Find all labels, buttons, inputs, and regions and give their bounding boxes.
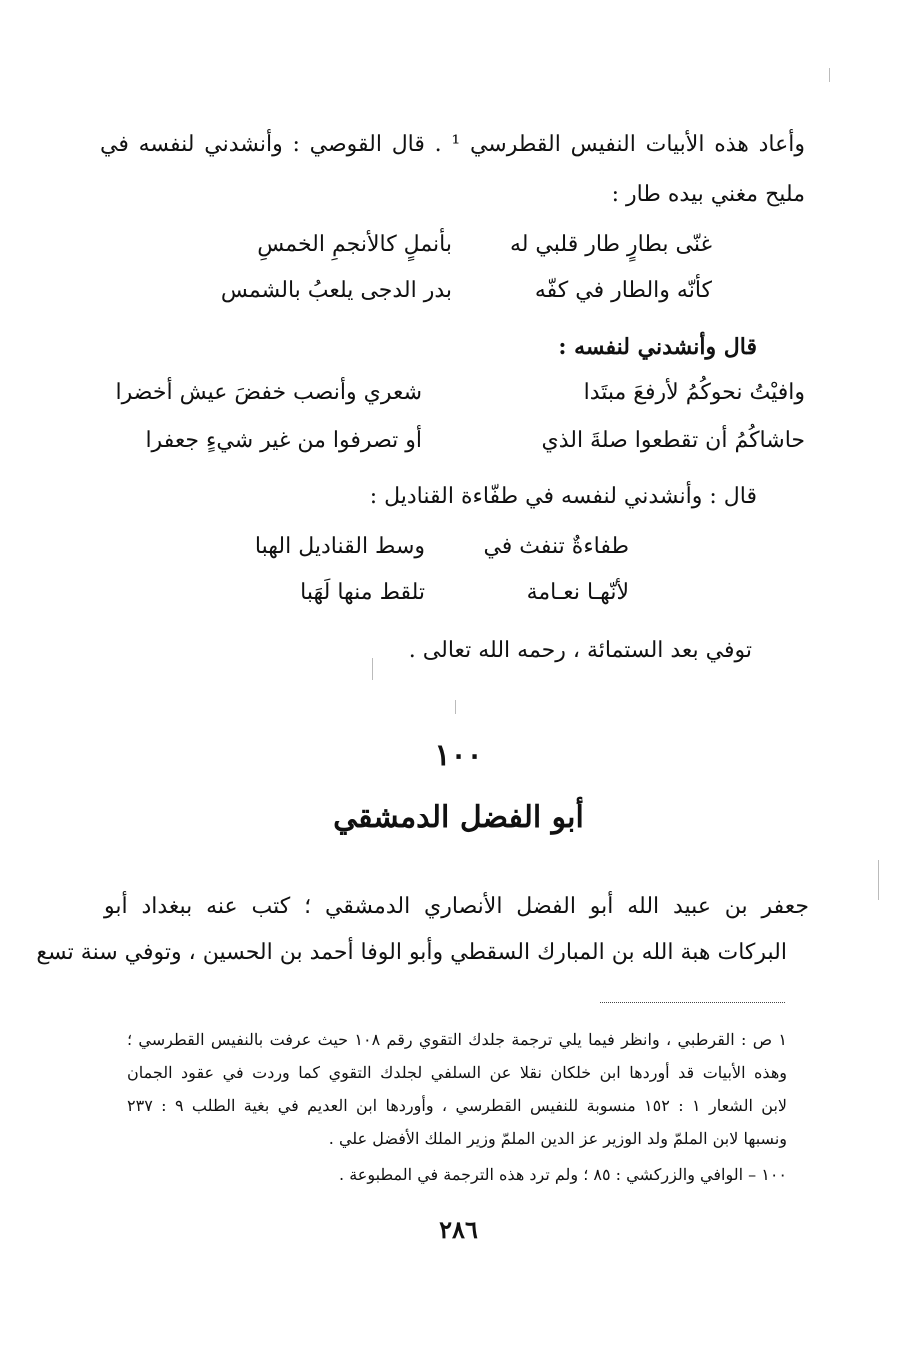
footnote-separator — [600, 1002, 785, 1003]
intro-2: قال وأنشدني لنفسه : — [558, 334, 757, 360]
entry-line-2: البركات هبة الله بن المبارك السقطي وأبو الوفا أحمد بن الحسين ، وتوفي سنة تسع — [36, 940, 787, 965]
poem3-verse-1 — [0, 534, 917, 574]
hemistich-right: غنّى بطارٍ طار قلبي له — [509, 232, 712, 257]
hemistich-left: تلقط منها لَهَبا — [300, 580, 425, 605]
hemistich-left: شعري وأنصب خفضَ عيش أخضرا — [115, 380, 422, 405]
page-number: ٢٨٦ — [439, 1215, 478, 1244]
footnote-line: ونسبها لابن الملمّ ولد الوزير عز الدين الملمّ وزير الملك الأفضل علي . — [328, 1129, 787, 1148]
poem3-verse-2 — [0, 580, 917, 620]
intro-line-2: مليح مغني بيده طار : — [611, 182, 805, 207]
intro-line-1: وأعاد هذه الأبيات النفيس القطرسي ¹ . قال القوصي : وأنشدني لنفسه في — [100, 132, 805, 157]
entry-title: أبو الفضل الدمشقي — [333, 800, 584, 835]
intro-3: قال : وأنشدني لنفسه في طفّاءة القناديل : — [369, 484, 757, 509]
footnote-line: ١٠٠ – الوافي والزركشي : ٨٥ ؛ ولم ترد هذه الترجمة في المطبوعة . — [339, 1165, 787, 1184]
footnote-line: وهذه الأبيات قد أوردها ابن خلكان نقلا عن السلفي لجلدك التقوي كما وردت في عقود الجمان — [127, 1063, 787, 1082]
closing-line: توفي بعد الستمائة ، رحمه الله تعالى . — [408, 638, 752, 663]
poem2-verse-2 — [0, 428, 917, 468]
hemistich-left: بدر الدجى يلعبُ بالشمس — [220, 278, 452, 303]
entry-number: ١٠٠ — [434, 738, 483, 773]
hemistich-right: وافيْتُ نحوكُمُ لأرفعَ مبتَدا — [583, 380, 805, 405]
hemistich-left: بأنملٍ كالأنجمِ الخمسِ — [257, 232, 452, 257]
poem1-verse-1 — [0, 232, 917, 272]
hemistich-right: كأنّه والطار في كفّه — [534, 278, 712, 303]
entry-line-1: جعفر بن عبيد الله أبو الفضل الأنصاري الدمشقي ؛ كتب عنه ببغداد أبو — [104, 894, 809, 919]
scan-mark — [455, 700, 456, 714]
poem1-verse-2 — [0, 278, 917, 318]
hemistich-right: حاشاكُمُ أن تقطعوا صلةَ الذي — [541, 428, 805, 453]
hemistich-left: أو تصرفوا من غير شيءٍ جعفرا — [145, 428, 422, 453]
scan-mark — [878, 860, 879, 900]
hemistich-right: لأنّهـا نعـامة — [526, 580, 629, 605]
hemistich-left: وسط القناديل الهبا — [254, 534, 425, 559]
poem2-verse-1 — [0, 380, 917, 420]
scan-mark — [372, 658, 373, 680]
footnote-line: لابن الشعار ١ : ١٥٢ منسوبة للنفيس القطرسي ، وأوردها ابن العديم في بغية الطلب ٩ : ٢٣٧ — [127, 1096, 787, 1115]
hemistich-right: طفاءةٌ تنفث في — [483, 534, 629, 559]
scan-mark — [829, 68, 830, 82]
footnote-line: ١ ص : القرطبي ، وانظر فيما يلي ترجمة جلدك التقوي رقم ١٠٨ حيث عرفت بالنفيس القطرسي ؛ — [127, 1030, 787, 1049]
